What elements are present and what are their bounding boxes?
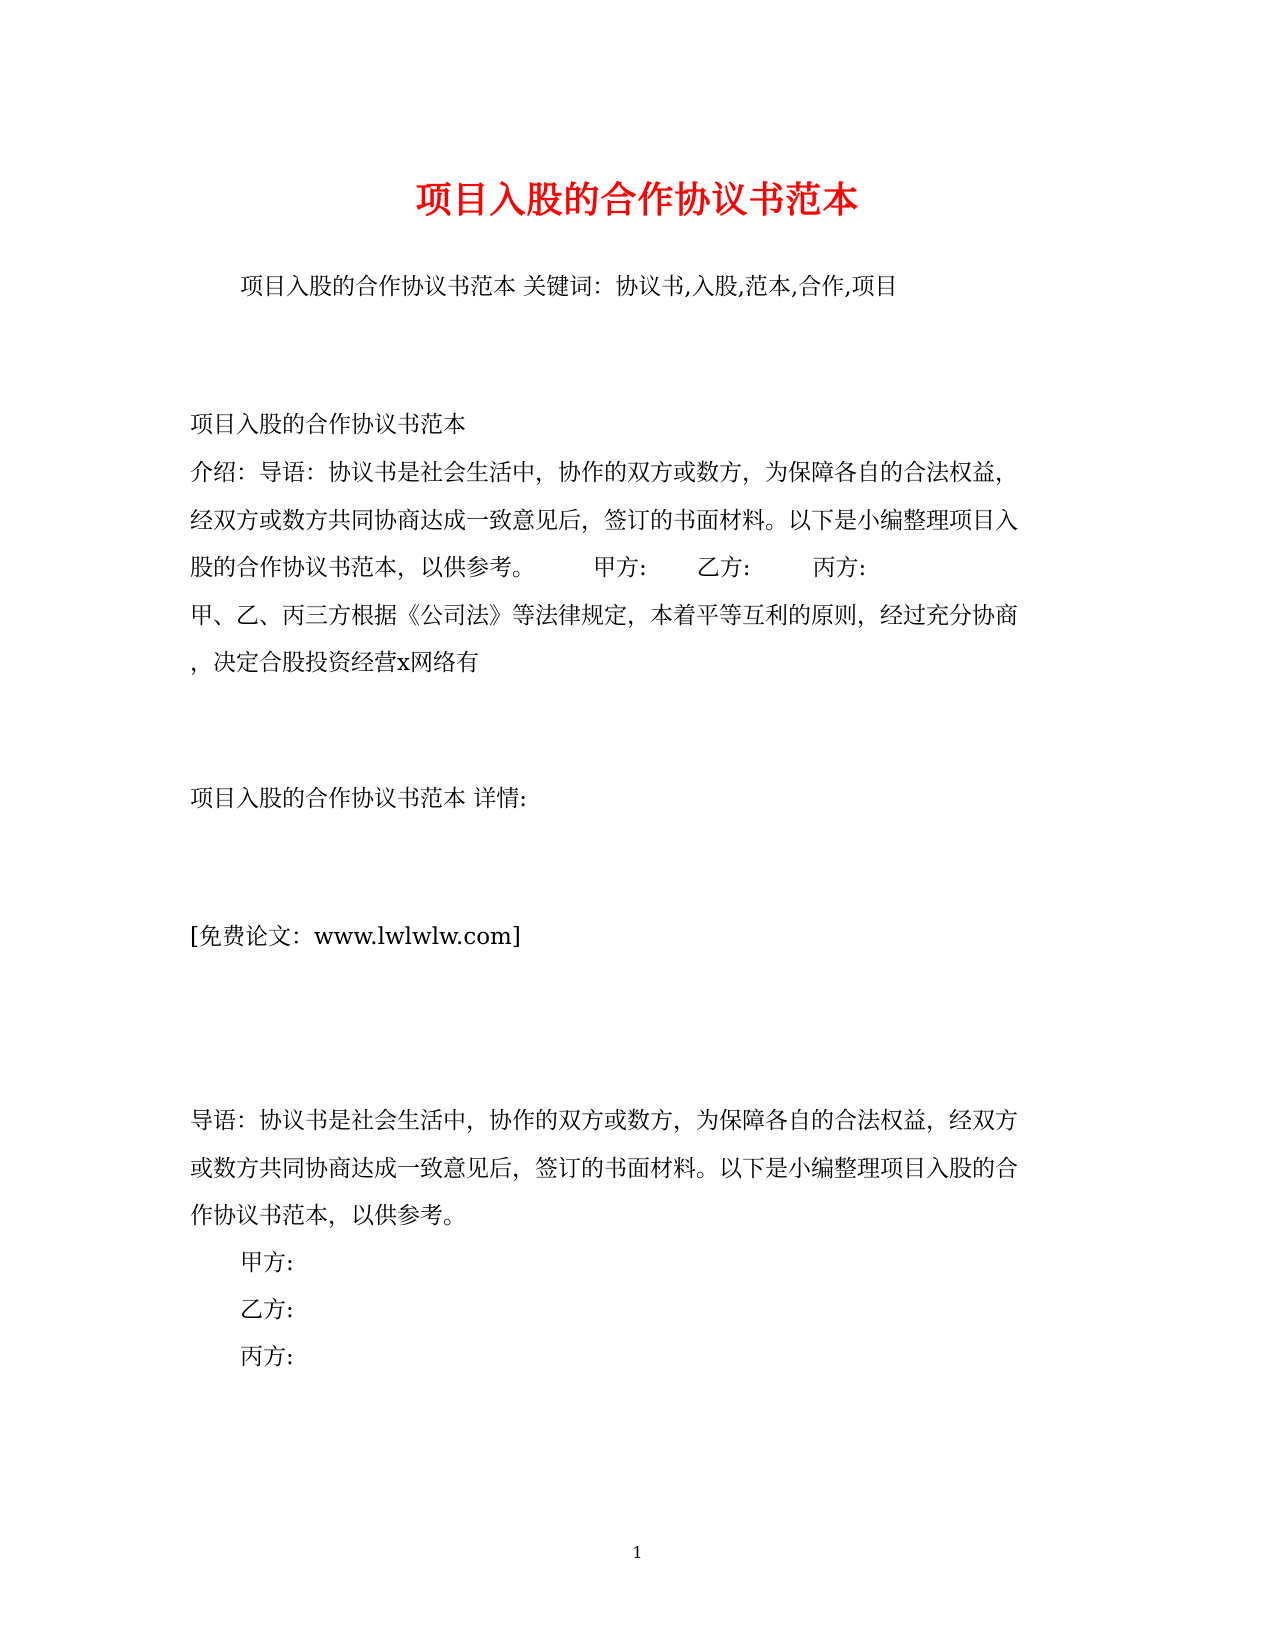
details-heading: 项目入股的合作协议书范本 详情: xyxy=(190,786,528,812)
intro-heading: 项目入股的合作协议书范本 xyxy=(190,412,466,438)
intro-party-c: 丙方: xyxy=(812,555,867,581)
party-c: 丙方: xyxy=(240,1344,294,1370)
party-a: 甲方: xyxy=(240,1250,294,1276)
intro-line-3: 股的合作协议书范本，以供参考。 xyxy=(190,555,535,581)
preface-line-3: 作协议书范本，以供参考。 xyxy=(190,1203,466,1229)
keywords-line: 项目入股的合作协议书范本 关键词：协议书,入股,范本,合作,项目 xyxy=(240,274,898,300)
intro-tail-line-1: 甲、乙、丙三方根据《公司法》等法律规定，本着平等互利的原则，经过充分协商 xyxy=(190,603,1018,629)
intro-line-3-row xyxy=(190,553,866,583)
document-title: 项目入股的合作协议书范本 xyxy=(415,179,860,221)
page-number: 1 xyxy=(632,1543,643,1562)
source-note: [免费论文：www.lwlwlw.com] xyxy=(190,924,521,950)
preface-line-1: 导语：协议书是社会生活中，协作的双方或数方，为保障各自的合法权益，经双方 xyxy=(190,1108,1018,1134)
intro-party-a: 甲方: xyxy=(593,555,647,581)
preface-line-2: 或数方共同协商达成一致意见后，签订的书面材料。以下是小编整理项目入股的合 xyxy=(190,1156,1018,1182)
party-b: 乙方: xyxy=(240,1297,294,1323)
intro-line-2: 经双方或数方共同协商达成一致意见后，签订的书面材料。以下是小编整理项目入 xyxy=(190,508,1018,534)
intro-line-1: 介绍：导语：协议书是社会生活中，协作的双方或数方，为保障各自的合法权益， xyxy=(190,460,1018,486)
intro-tail-line-2: ，决定合股投资经营x网络有 xyxy=(190,650,479,676)
intro-party-b: 乙方: xyxy=(696,555,751,581)
